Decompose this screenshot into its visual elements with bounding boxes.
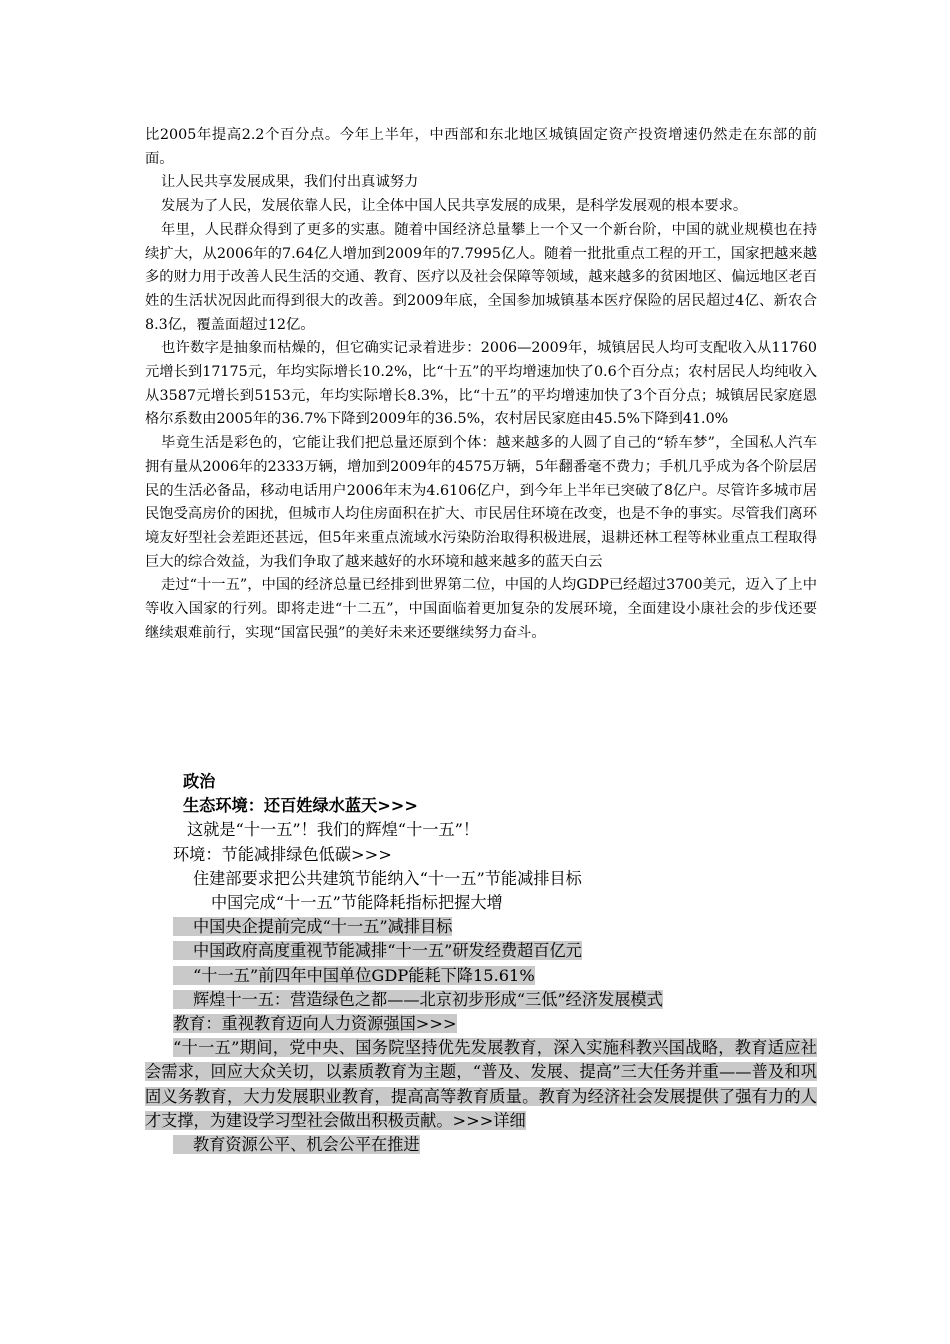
paragraph: 也许数字是抽象而枯燥的，但它确实记录着进步：2006—2009年，城镇居民人均可支配收入从11760元增长到17175元，年均实际增长10.2%，比“十五”的平均增速加快了0.6个百分点；农村居民人均纯收入从3587元增长到5153元，年均实际增长8.3%，比“十五”的平均增速加快了3个百分点；城镇居民家庭恩格尔系数由2005年的36.7%下降到2009年的36.5%，农村居民家庭由45.5%下降到41.0% [145, 340, 817, 428]
news-link[interactable]: 中国央企提前完成“十一五”减排目标 [173, 917, 452, 936]
eco-link[interactable]: 生态环境：还百姓绿水蓝天>>> [183, 796, 418, 816]
education-paragraph: “十一五”期间，党中央、国务院坚持优先发展教育，深入实施科教兴国战略，教育适应社会需求，回应大众关切，以素质教育为主题，“普及、发展、提高”三大任务并重——普及和巩固义务教育，大力发展职业教育，提高高等教育质量。教育为经济社会发展提供了强有力的人才支撑，为建设学习型社会做出积极贡献。>>>详细 [145, 1038, 817, 1130]
paragraph: 毕竟生活是彩色的，它能让我们把总量还原到个体：越来越多的人圆了自己的“轿车梦”，全国私人汽车拥有量从2006年的2333万辆，增加到2009年的4575万辆，5年翻番毫不费力；手机几乎成为各个阶层居民的生活必备品，移动电话用户2006年末为4.6106亿户，到今年上半年已突破了8亿户。尽管许多城市居民饱受高房价的困扰，但城市人均住房面积在扩大、市民居住环境在改变，也是不争的事实。尽管我们离环境友好型社会差距还甚远，但5年来重点流域水污染防治取得积极进展，退耕还林工程等林业重点工程取得巨大的综合效益，为我们争取了越来越好的水环境和越来越多的蓝天白云 [145, 435, 817, 570]
section-subtitle: 让人民共享发展成果，我们付出真诚努力 [161, 174, 419, 191]
article-body [145, 124, 817, 645]
paragraph: 发展为了人民，发展依靠人民，让全体中国人民共享发展的成果，是科学发展观的根本要求。 [161, 198, 748, 215]
paragraph: 比2005年提高2.2个百分点。今年上半年，中西部和东北地区城镇固定资产投资增速仍然走在东部的前面。 [145, 127, 817, 167]
news-link[interactable]: 中国政府高度重视节能减排“十一五”研发经费超百亿元 [173, 941, 582, 960]
paragraph: 年里，人民群众得到了更多的实惠。随着中国经济总量攀上一个又一个新台阶，中国的就业规模也在持续扩大，从2006年的7.64亿人增加到2009年的7.7995亿人。随着一批批重点工程的开工，国家把越来越多的财力用于改善人民生活的交通、教育、医疗以及社会保障等领域，越来越多的贫困地区、偏远地区老百姓的生活状况因此而得到很大的改善。到2009年底，全国参加城镇基本医疗保险的居民超过4亿、新农合8.3亿，覆盖面超过12亿。 [145, 221, 817, 333]
news-link[interactable]: 中国完成“十一五”节能降耗指标把握大增 [211, 893, 503, 913]
news-link[interactable]: 住建部要求把公共建筑节能纳入“十一五”节能减排目标 [193, 868, 582, 888]
politics-section [145, 770, 817, 1157]
environment-link[interactable]: 环境：节能减排绿色低碳>>> [173, 844, 392, 864]
news-link[interactable]: 教育资源公平、机会公平在推进 [173, 1135, 420, 1154]
education-link[interactable]: 教育：重视教育迈向人力资源强国>>> [173, 1014, 457, 1034]
paragraph: 走过“十一五”，中国的经济总量已经排到世界第二位，中国的人均GDP已经超过3700美元，迈入了上中等收入国家的行列。即将走进“十二五”，中国面临着更加复杂的发展环境，全面建设小康社会的步伐还要继续艰难前行，实现“国富民强”的美好未来还要继续努力奋斗。 [145, 577, 817, 641]
headline: 这就是“十一五”！我们的辉煌“十一五”！ [187, 820, 480, 840]
news-link[interactable]: “十一五”前四年中国单位GDP能耗下降15.61% [173, 966, 535, 985]
section-heading: 政治 [183, 772, 216, 791]
news-link[interactable]: 辉煌十一五：营造绿色之都——北京初步形成“三低”经济发展模式 [173, 990, 663, 1009]
